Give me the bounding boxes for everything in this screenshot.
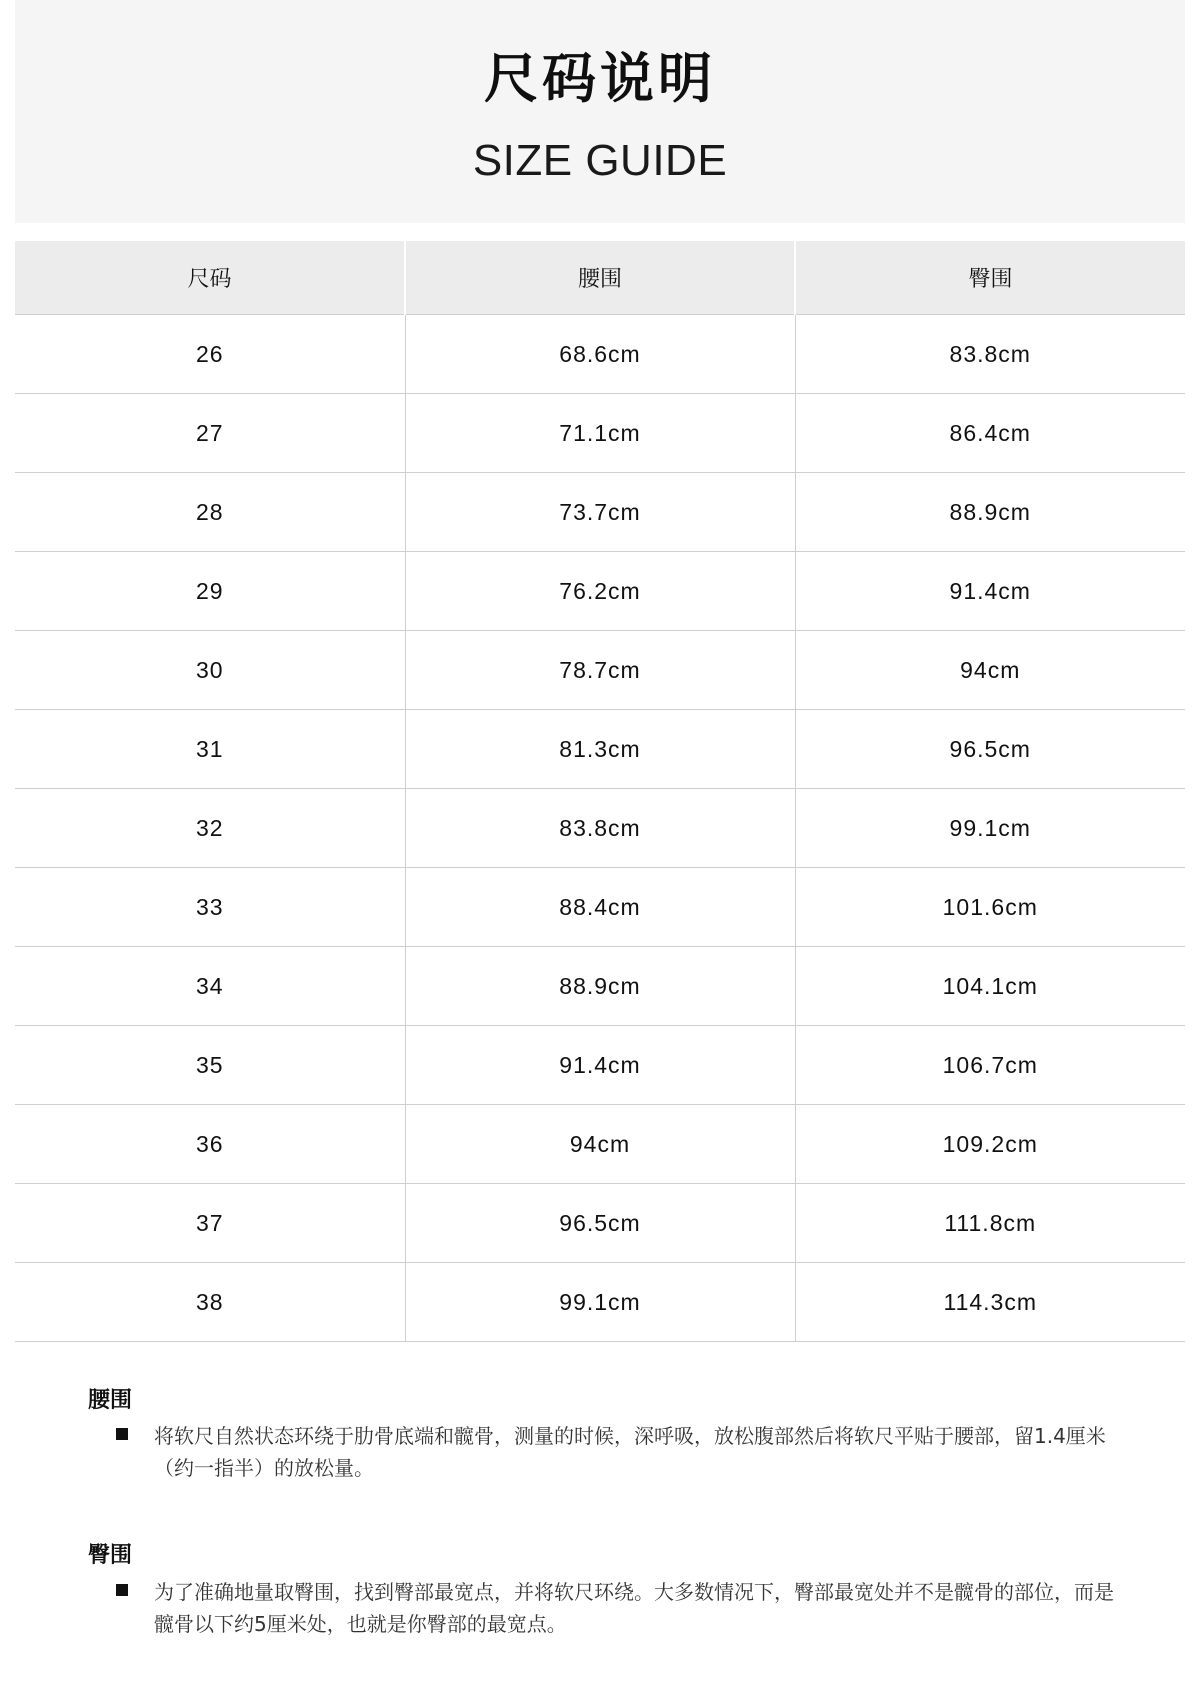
note-title-hip: 臀围: [88, 1543, 133, 1568]
cell-waist: 73.7cm: [405, 473, 795, 552]
cell-waist: 76.2cm: [405, 552, 795, 631]
column-header-hip: 臀围: [795, 241, 1185, 315]
cell-waist: 83.8cm: [405, 789, 795, 868]
note-item-waist: [116, 1420, 1126, 1484]
cell-size: 32: [15, 789, 405, 868]
note-title-waist: 腰围: [88, 1388, 133, 1413]
cell-size: 38: [15, 1263, 405, 1342]
cell-hip: 86.4cm: [795, 394, 1185, 473]
cell-hip: 99.1cm: [795, 789, 1185, 868]
cell-waist: 99.1cm: [405, 1263, 795, 1342]
cell-hip: 114.3cm: [795, 1263, 1185, 1342]
cell-waist: 78.7cm: [405, 631, 795, 710]
table-row: [15, 1105, 1185, 1184]
cell-hip: 104.1cm: [795, 947, 1185, 1026]
cell-size: 31: [15, 710, 405, 789]
table-row: [15, 315, 1185, 394]
cell-waist: 71.1cm: [405, 394, 795, 473]
cell-hip: 96.5cm: [795, 710, 1185, 789]
cell-hip: 101.6cm: [795, 868, 1185, 947]
bullet-square-icon: [116, 1428, 128, 1440]
table-row: [15, 631, 1185, 710]
table-body: [15, 315, 1185, 1342]
cell-waist: 68.6cm: [405, 315, 795, 394]
column-header-waist: 腰围: [405, 241, 795, 315]
cell-size: 35: [15, 1026, 405, 1105]
header-banner: [15, 0, 1185, 223]
table-row: [15, 789, 1185, 868]
table-row: [15, 473, 1185, 552]
cell-size: 26: [15, 315, 405, 394]
note-text-waist: 将软尺自然状态环绕于肋骨底端和髋骨，测量的时候，深呼吸，放松腹部然后将软尺平贴于腰部，留1.4厘米（约一指半）的放松量。: [154, 1424, 1106, 1480]
cell-waist: 94cm: [405, 1105, 795, 1184]
cell-size: 34: [15, 947, 405, 1026]
cell-hip: 111.8cm: [795, 1184, 1185, 1263]
cell-size: 33: [15, 868, 405, 947]
cell-size: 30: [15, 631, 405, 710]
page-title: 尺码说明: [484, 47, 716, 110]
cell-size: 37: [15, 1184, 405, 1263]
cell-hip: 88.9cm: [795, 473, 1185, 552]
cell-waist: 88.4cm: [405, 868, 795, 947]
table-header-row: [15, 241, 1185, 315]
cell-size: 28: [15, 473, 405, 552]
cell-waist: 88.9cm: [405, 947, 795, 1026]
cell-size: 29: [15, 552, 405, 631]
table-row: [15, 710, 1185, 789]
cell-waist: 81.3cm: [405, 710, 795, 789]
table-row: [15, 868, 1185, 947]
cell-size: 27: [15, 394, 405, 473]
cell-hip: 106.7cm: [795, 1026, 1185, 1105]
cell-hip: 91.4cm: [795, 552, 1185, 631]
table-row: [15, 1184, 1185, 1263]
table-row: [15, 552, 1185, 631]
page-subtitle: SIZE GUIDE: [472, 136, 728, 185]
bullet-square-icon: [116, 1584, 128, 1596]
cell-size: 36: [15, 1105, 405, 1184]
note-item-hip: [116, 1576, 1126, 1640]
cell-hip: 94cm: [795, 631, 1185, 710]
size-table: [15, 241, 1185, 1342]
cell-hip: 83.8cm: [795, 315, 1185, 394]
note-text-hip: 为了准确地量取臀围，找到臀部最宽点，并将软尺环绕。大多数情况下，臀部最宽处并不是髋骨的部位，而是髋骨以下约5厘米处，也就是你臀部的最宽点。: [154, 1580, 1114, 1636]
table-row: [15, 394, 1185, 473]
cell-waist: 91.4cm: [405, 1026, 795, 1105]
column-header-size: 尺码: [15, 241, 405, 315]
table-row: [15, 947, 1185, 1026]
table-row: [15, 1026, 1185, 1105]
cell-waist: 96.5cm: [405, 1184, 795, 1263]
table-row: [15, 1263, 1185, 1342]
cell-hip: 109.2cm: [795, 1105, 1185, 1184]
